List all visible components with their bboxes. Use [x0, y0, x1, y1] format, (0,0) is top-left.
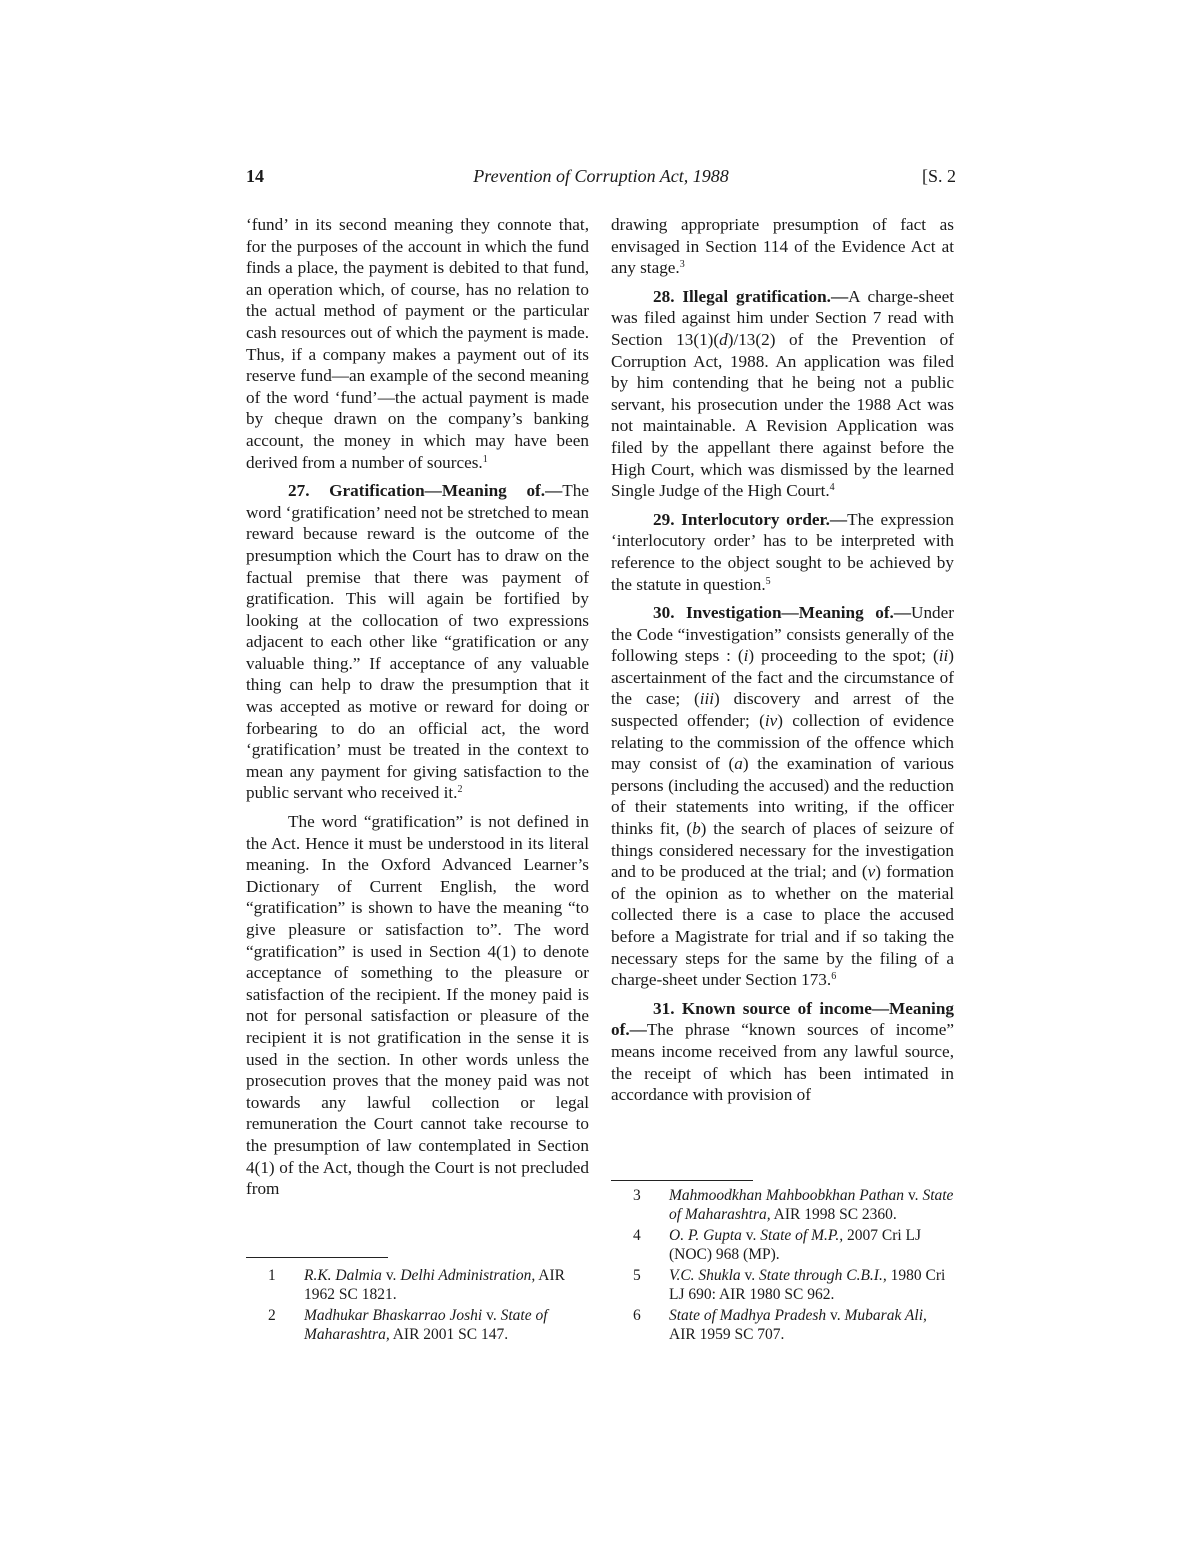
- paragraph-31: 31. Known source of income—Meaning of.—The phrase “known sources of income” means income received from any lawful source, the receipt of which has been intimated in accordance with provision of: [611, 998, 954, 1105]
- section-marker: [S. 2: [921, 166, 956, 186]
- footnote-ref: 3: [679, 259, 685, 271]
- footnote: 4 O. P. Gupta v. State of M.P., 2007 Cri LJ (NOC) 968 (MP).: [633, 1227, 922, 1263]
- running-title: Prevention of Corruption Act, 1988: [473, 166, 729, 186]
- left-footnotes: [246, 1266, 589, 1346]
- footnote: 3 Mahmoodkhan Mahboobkhan Pathan v. State of Maharashtra, AIR 1998 SC 2360.: [633, 1187, 954, 1223]
- footnote-divider: [246, 1257, 388, 1258]
- paragraph: ‘fund’ in its second meaning they connote that, for the purposes of the account in which the fund finds a place, the payment is debited to that fund, an operation which, of course, has no relation to the actual method of payment or the particular cash resources out of which the payment is made. Thus, if a company makes a payment out of its reserve fund—an example of the second meaning of the word ‘fund’—the actual payment is made by cheque drawn on the company’s banking account, the money in which may have been derived from a number of sources.$^1$: [246, 215, 589, 472]
- footnote-ref: 6: [831, 971, 837, 983]
- paragraph-30: 30. Investigation—Meaning of.—Under the Code “investigation” consists generally of the following steps : (i) proceeding to the spot; (ii) ascertainment of the fact and the circumstance of the case; (iii) discovery and arrest of the suspected offender; (iv) collection of evidence relating to the commission of the offence which may consist of (a) the examination of various persons (including the accused) and the reduction of their statements into writing, if the officer thinks fit, (b) the search of places of seizure of things considered necessary for the investigation and to be produced at the trial; and (v) formation of the opinion as to whether on the material collected there is a case to place the accused before a Magistrate for trial and if so taking the necessary steps for the same by the filing of a charge-sheet under Section 173.$^6$: [611, 603, 954, 990]
- running-header: [246, 166, 956, 194]
- footnote-ref: 1: [482, 453, 488, 465]
- footnote: 5 V.C. Shukla v. State through C.B.I., 1980 Cri LJ 690: AIR 1980 SC 962.: [633, 1267, 946, 1303]
- page-number: 14: [246, 166, 264, 186]
- footnote-divider: [611, 1180, 753, 1181]
- footnote: 6 State of Madhya Pradesh v. Mubarak Ali, AIR 1959 SC 707.: [633, 1307, 927, 1343]
- footnote: 1 R.K. Dalmia v. Delhi Administration, AIR 1962 SC 1821.: [268, 1267, 565, 1303]
- section-heading: 29. Interlocutory order.—: [653, 509, 848, 529]
- section-heading: 27. Gratification—Meaning of.—: [288, 481, 563, 501]
- paragraph-29: 29. Interlocutory order.—The expression ‘interlocutory order’ has to be interpreted with reference to the object sought to be achieved by the statute in question.$^5$: [611, 509, 954, 594]
- footnote-ref: 2: [457, 784, 463, 796]
- section-heading: 28. Illegal gratification.—: [653, 286, 849, 306]
- paragraph: drawing appropriate presumption of fact as envisaged in Section 114 of the Evidence Act at any stage.$^3$: [611, 215, 954, 278]
- paragraph-28: 28. Illegal gratification.—A charge-sheet was filed against him under Section 7 read with Section 13(1)(d)/13(2) of the Prevention of Corruption Act, 1988. An application was filed by him contending that he being not a public servant, his prosecution under the 1988 Act was not maintainable. A Revision Application was filed by the appellant there against before the High Court, which was dismissed by the learned Single Judge of the High Court.$^4$: [611, 286, 954, 501]
- right-footnotes: [611, 1186, 954, 1346]
- section-heading: 31. Known source of income—Meaning of.—: [611, 998, 954, 1040]
- right-column: [611, 214, 954, 1106]
- footnote-ref: 4: [829, 482, 835, 494]
- footnote-ref: 5: [765, 575, 771, 587]
- footnote: 2 Madhukar Bhaskarrao Joshi v. State of Maharashtra, AIR 2001 SC 147.: [268, 1307, 548, 1343]
- left-column: [246, 214, 589, 1200]
- paragraph-27: 27. Gratification—Meaning of.—The word ‘gratification’ need not be stretched to mean reward because reward is the outcome of the presumption which the Court has to draw on the factual premise that there was payment of gratification. This will again be fortified by looking at the collocation of two expressions adjacent to each other like “gratification or any valuable thing.” If acceptance of any valuable thing can help to draw the presumption that it was accepted as motive or reward for doing or forbearing to do an official act, the word ‘gratification’ must be treated in the context to mean any payment for giving satisfaction to the public servant who received it.$^2$: [246, 481, 589, 803]
- section-heading: 30. Investigation—Meaning of.—: [653, 603, 912, 623]
- paragraph: The word “gratification” is not defined in the Act. Hence it must be understood in its literal meaning. In the Oxford Advanced Learner’s Dictionary of Current English, the word “gratification” is shown to have the meaning “to give pleasure or satisfaction to”. The word “gratification” is used in Section 4(1) to denote acceptance of something to the pleasure or satisfaction of the recipient. If the money paid is not for personal satisfaction or pleasure of the recipient it is not gratification in the sense it is used in the section. In other words unless the prosecution proves that the money paid was not towards any lawful collection or legal remuneration the Court cannot take recourse to the presumption of law contemplated in Section 4(1) of the Act, though the Court is not precluded from: [246, 812, 589, 1199]
